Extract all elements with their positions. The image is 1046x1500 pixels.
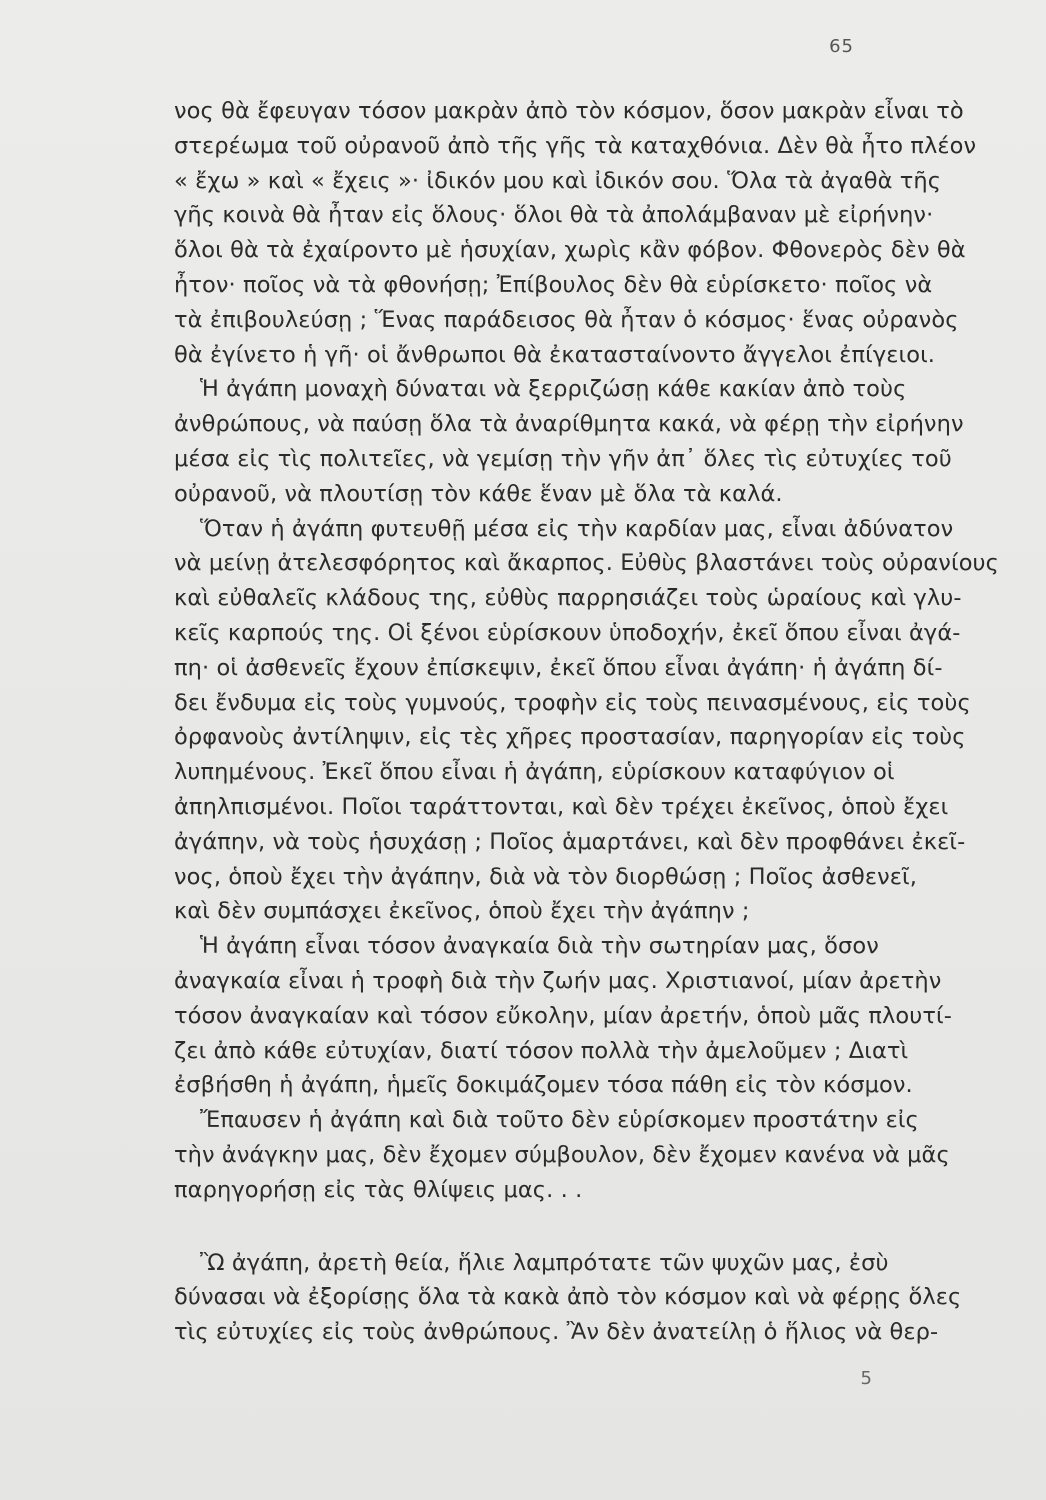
page-number: 65 (829, 36, 854, 57)
text-line: ἐσβήσθη ἡ ἀγάπη, ἡμεῖς δοκιμάζομεν τόσα πάθη εἰς τὸν κόσμον. (174, 1072, 913, 1099)
text-line: ἀγάπην, νὰ τοὺς ἡσυχάσῃ ; Ποῖος ἁμαρτάνει, καὶ δὲν προφθάνει ἐκεῖ- (174, 828, 966, 855)
text-line: ἀπηλπισμένοι. Ποῖοι ταράττονται, καὶ δὲν τρέχει ἐκεῖνος, ὁποὺ ἔχει (174, 793, 949, 820)
text-line: κεῖς καρπούς της. Οἱ ξένοι εὑρίσκουν ὑποδοχήν, ἐκεῖ ὅπου εἶναι ἀγά- (174, 619, 961, 646)
text-line: τὶς εὐτυχίες εἰς τοὺς ἀνθρώπους. Ἂν δὲν ἀνατείλῃ ὁ ἥλιος νὰ θερ- (174, 1319, 939, 1346)
text-line: πη· οἱ ἀσθενεῖς ἔχουν ἐπίσκεψιν, ἐκεῖ ὅπου εἶναι ἀγάπη· ἡ ἀγάπη δί- (174, 654, 943, 681)
text-line: ὅλοι θὰ τὰ ἐχαίροντο μὲ ἡσυχίαν, χωρὶς κἂν φόβον. Φθονερὸς δὲν θὰ (174, 237, 966, 264)
text-line: παρηγορήσῃ εἰς τὰς θλίψεις μας. . . (174, 1176, 583, 1203)
text-line: νὰ μείνῃ ἀτελεσφόρητος καὶ ἄκαρπος. Εὐθὺς βλαστάνει τοὺς οὐρανίους (174, 550, 999, 577)
text-line: ἀναγκαία εἶναι ἡ τροφὴ διὰ τὴν ζωήν μας. Χριστιανοί, μίαν ἀρετὴν (174, 967, 942, 994)
text-line: ὀρφανοὺς ἀντίληψιν, εἰς τὲς χῆρες προστασίαν, παρηγορίαν εἰς τοὺς (174, 724, 966, 751)
text-line: « ἔχω » καὶ « ἔχεις »· ἰδικόν μου καὶ ἰδικόν σου. Ὅλα τὰ ἀγαθὰ τῆς (174, 167, 942, 194)
text-line: καὶ δὲν συμπάσχει ἐκεῖνος, ὁποὺ ἔχει τὴν ἀγάπην ; (174, 898, 750, 925)
footer-mark: 5 (860, 1368, 872, 1389)
text-line: ἦτον· ποῖος νὰ τὰ φθονήσῃ; Ἐπίβουλος δὲν θὰ εὑρίσκετο· ποῖος νὰ (174, 271, 933, 298)
text-line: τὰ ἐπιβουλεύσῃ ; Ἕνας παράδεισος θὰ ἦταν ὁ κόσμος· ἕνας οὐρανὸς (174, 306, 959, 333)
text-line: οὐρανοῦ, νὰ πλουτίσῃ τὸν κάθε ἕναν μὲ ὅλα τὰ καλά. (174, 480, 783, 507)
text-line: δύνασαι νὰ ἐξορίσῃς ὅλα τὰ κακὰ ἀπὸ τὸν κόσμον καὶ νὰ φέρῃς ὅλες (174, 1284, 962, 1311)
text-line: δει ἔνδυμα εἰς τοὺς γυμνούς, τροφὴν εἰς τοὺς πεινασμένους, εἰς τοὺς (174, 689, 971, 716)
text-line: Ὢ ἀγάπη, ἀρετὴ θεία, ἥλιε λαμπρότατε τῶν ψυχῶν μας, ἐσὺ (200, 1249, 889, 1276)
text-line: ἀνθρώπους, νὰ παύσῃ ὅλα τὰ ἀναρίθμητα κακά, νὰ φέρῃ τὴν εἰρήνην (174, 411, 964, 438)
body-text (174, 94, 999, 1350)
text-line: θὰ ἐγίνετο ἡ γῆ· οἱ ἄνθρωποι θὰ ἐκατασταίνοντο ἄγγελοι ἐπίγειοι. (174, 341, 936, 368)
text-line: στερέωμα τοῦ οὐρανοῦ ἀπὸ τῆς γῆς τὰ καταχθόνια. Δὲν θὰ ἦτο πλέον (174, 132, 977, 159)
text-line: Ἡ ἀγάπη εἶναι τόσον ἀναγκαία διὰ τὴν σωτηρίαν μας, ὅσον (200, 933, 879, 960)
text-line: γῆς κοινὰ θὰ ἦταν εἰς ὅλους· ὅλοι θὰ τὰ ἀπολάμβαναν μὲ εἰρήνην· (174, 202, 934, 229)
text-line: τόσον ἀναγκαίαν καὶ τόσον εὔκολην, μίαν ἀρετήν, ὁποὺ μᾶς πλουτί- (174, 1002, 952, 1029)
text-line: Ὅταν ἡ ἀγάπη φυτευθῇ μέσα εἰς τὴν καρδίαν μας, εἶναι ἀδύνατον (200, 515, 954, 542)
text-line: Ἔπαυσεν ἡ ἀγάπη καὶ διὰ τοῦτο δὲν εὑρίσκομεν προστάτην εἰς (200, 1107, 919, 1134)
text-line: μέσα εἰς τὶς πολιτεῖες, νὰ γεμίσῃ τὴν γῆν ἀπ᾿ ὅλες τὶς εὐτυχίες τοῦ (174, 445, 952, 472)
paragraph-gap (174, 1208, 864, 1246)
text-line: λυπημένους. Ἐκεῖ ὅπου εἶναι ἡ ἀγάπη, εὑρίσκουν καταφύγιον οἱ (174, 759, 895, 786)
text-line: τὴν ἀνάγκην μας, δὲν ἔχομεν σύμβουλον, δὲν ἔχομεν κανένα νὰ μᾶς (174, 1141, 950, 1168)
text-line: ζει ἀπὸ κάθε εὐτυχίαν, διατί τόσον πολλὰ τὴν ἀμελοῦμεν ; Διατὶ (174, 1037, 909, 1064)
text-line: Ἡ ἀγάπη μοναχὴ δύναται νὰ ξερριζώσῃ κάθε κακίαν ἀπὸ τοὺς (200, 376, 907, 403)
text-line: νος θὰ ἔφευγαν τόσον μακρὰν ἀπὸ τὸν κόσμον, ὅσον μακρὰν εἶναι τὸ (174, 98, 964, 124)
text-line: καὶ εὐθαλεῖς κλάδους της, εὐθὺς παρρησιάζει τοὺς ὡραίους καὶ γλυ- (174, 585, 962, 612)
text-line: νος, ὁποὺ ἔχει τὴν ἀγάπην, διὰ νὰ τὸν διορθώσῃ ; Ποῖος ἀσθενεῖ, (174, 863, 917, 890)
